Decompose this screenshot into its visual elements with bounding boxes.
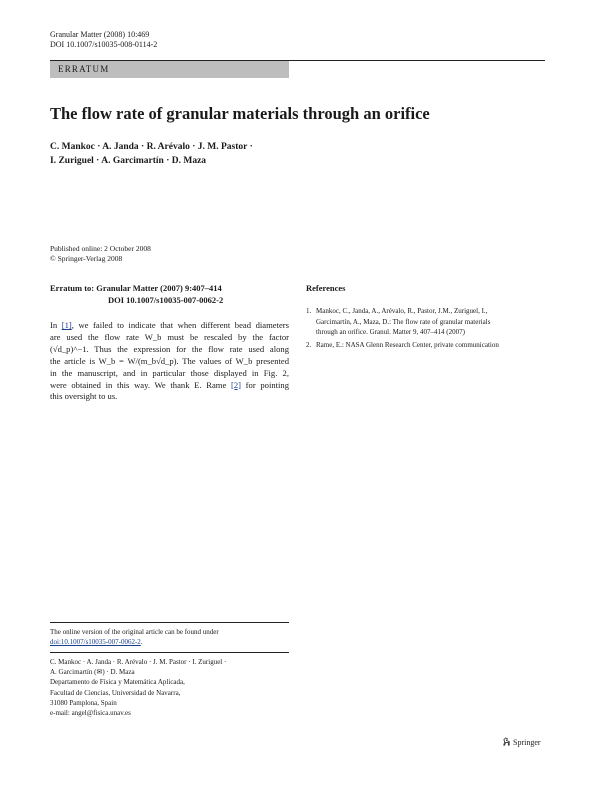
affiliation-email: e-mail: angel@fisica.unav.es [50,709,131,718]
original-article-doi-link[interactable]: doi:10.1007/s10035-007-0062-2 [50,638,141,646]
reference-line: Rame, E.: NASA Glenn Research Center, private communication [316,340,499,349]
article-title: The flow rate of granular materials through an orifice [50,104,430,123]
publication-info [50,244,151,264]
erratum-heading-line-1: Erratum to: Granular Matter (2007) 9:407–414 [50,283,222,293]
citation-link-2[interactable]: [2] [230,379,241,390]
reference-line: through an orifice. Granul. Matter 9, 407–414 (2007) [316,328,465,336]
footnote [50,627,219,647]
body-line-7: this oversight to us. [50,391,118,402]
body-line-5: in the manuscript, and in particular those displayed in Fig. 2, [50,367,289,378]
reference-number: 1. [306,307,312,315]
authors-line-2: I. Zuriguel · A. Garcimartín · D. Maza [50,156,207,166]
references-heading: References [306,283,346,293]
erratum-body [50,320,289,403]
body-text-segment: were obtained in this way. We thank E. Rame [50,379,231,390]
affiliation-line-2: A. Garcimartín (✉) · D. Maza [50,668,135,677]
journal-header [50,30,157,50]
published-date: Published online: 2 October 2008 [50,244,151,253]
journal-doi: DOI 10.1007/s10035-008-0114-2 [50,40,158,49]
reference-list [306,306,546,352]
footnote-period: . [140,638,143,646]
body-line-4: the article is W_b = W/(m_b√d_p). The values of W_b presented [50,355,289,366]
affiliation-line-3: Departamento de Física y Matemática Aplicada, [50,678,185,687]
publisher-name: Springer [513,738,541,747]
footnote-line-2 [50,637,219,647]
publisher-logo [502,737,541,747]
body-line-1 [50,320,289,332]
affiliation-rule [50,652,289,653]
body-text-segment: In [50,320,62,330]
affiliation-line-4: Facultad de Ciencias, Universidad de Navarra, [50,688,181,697]
journal-citation: Granular Matter (2008) 10:469 [50,30,150,39]
author-affiliation [50,657,226,718]
citation-link-1[interactable]: [1] [61,320,72,330]
reference-item [306,306,546,338]
authors-line-1: C. Mankoc · A. Janda · R. Arévalo · J. M. Pastor · [50,142,253,152]
section-label-bar [50,61,289,78]
erratum-heading [50,282,288,306]
footnote-rule [50,622,289,623]
section-label: ERRATUM [58,64,110,74]
affiliation-line-1: C. Mankoc · A. Janda · R. Arévalo · J. M. Pastor · I. Zuriguel · [50,658,227,666]
body-text-segment: for pointing [241,379,290,390]
reference-item [306,340,546,351]
springer-horse-icon [502,737,511,746]
copyright: © Springer-Verlag 2008 [50,254,123,263]
erratum-heading-line-2: DOI 10.1007/s10035-007-0062-2 [108,295,224,305]
reference-line: Garcimartín, A., Maza, D.: The flow rate of granular materials [316,317,491,326]
body-line-2: are used the flow rate W_b must be rescaled by the factor [50,331,289,342]
author-list [50,140,253,168]
affiliation-line-5: 31080 Pamplona, Spain [50,698,117,707]
body-line-3: (√d_p)^−1. Thus the expression for the flow rate used along [50,343,289,354]
reference-number: 2. [306,340,312,349]
body-line-6 [50,380,289,392]
reference-line: Mankoc, C., Janda, A., Arévalo, R., Pastor, J.M., Zuriguel, I., [316,307,488,315]
body-text-segment: , we failed to indicate that when different bead diameters [71,320,289,330]
footnote-line-1: The online version of the original article can be found under [50,628,219,636]
